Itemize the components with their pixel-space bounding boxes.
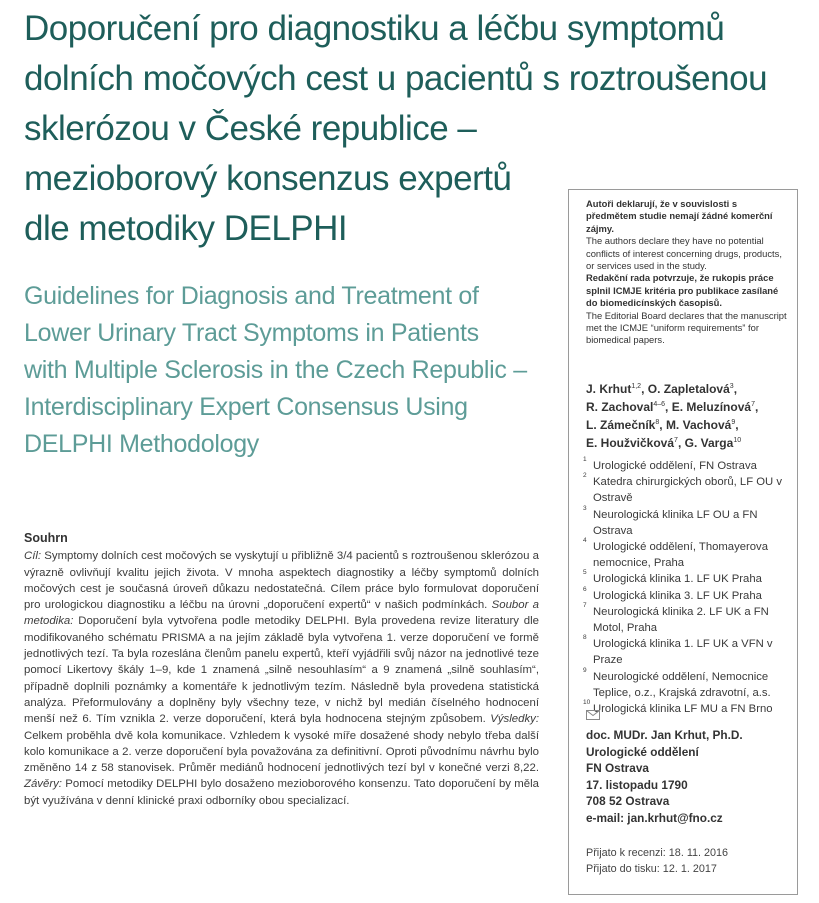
affiliation-text: Urologické oddělení, FN Ostrava	[593, 460, 757, 472]
affiliation-text: Neurologické oddělení, Nemocnice Teplice, o.z., Krajská zdravotní, a.s.	[593, 670, 771, 699]
editorial-statement-cz: Redakční rada potvrzuje, že rukopis práce splnil ICMJE kritéria pro publikace zasílané do biomedicínských časopisů.	[586, 272, 779, 309]
affiliation-item	[583, 539, 798, 571]
aim-text: Symptomy dolních cest močových se vyskytují u přibližně 3/4 pacientů s roztroušenou sklerózou a výrazně ovlivňují kvalitu jejich života. V mnoha aspektech diagnostiky a léčby symptomů dolních močových cest je současná úroveň důkazu nedostatečná. Cílem práce bylo formulovat doporučení pro urologickou diagnostiku a léčbu na úrovni „doporučení expertů“ v našich podmínkách.	[24, 550, 539, 612]
affiliation-number: 3	[583, 504, 587, 512]
author-name: L. Zámečník	[586, 418, 656, 432]
title-line: dle metodiky DELPHI	[24, 209, 348, 248]
conflict-statement-cz: Autoři deklarují, že v souvislosti s předmětem studie nemají žádné komerční zájmy.	[586, 198, 773, 234]
subtitle-line: DELPHI Methodology	[24, 430, 260, 458]
author-affiliation-ref: 7	[674, 437, 678, 444]
contact-name: doc. MUDr. Jan Krhut, Ph.D.	[586, 728, 743, 742]
corresponding-author	[586, 727, 796, 827]
declarations	[586, 198, 790, 347]
contact-street: 17. listopadu 1790	[586, 777, 688, 792]
conclusions-text: Pomocí metodiky DELPHI bylo dosaženo mezioborového konsenzu. Tato doporučení by měla být využívána v denní klinické praxi odborníky obou specializací.	[24, 778, 539, 807]
author-name: M. Vachová	[665, 418, 732, 432]
english-title	[24, 278, 564, 463]
author-name: R. Zachoval	[586, 400, 654, 414]
abstract-heading: Souhrn	[24, 531, 68, 545]
title-line: sklerózou v České republice –	[24, 109, 477, 148]
affiliation-item	[583, 458, 798, 474]
contact-department: Urologické oddělení	[586, 744, 699, 759]
author-affiliation-ref: 1,2	[631, 383, 642, 390]
affiliation-number: 8	[583, 634, 587, 642]
author-name: E. Houžvičková	[586, 436, 675, 450]
affiliation-text: Urologická klinika LF MU a FN Brno	[593, 703, 773, 716]
article-dates	[586, 845, 796, 877]
subtitle-line: Interdisciplinary Expert Consensus Using	[24, 393, 468, 421]
results-label: Výsledky:	[490, 713, 539, 726]
title-line: dolních močových cest u pacientů s roztroušenou	[24, 59, 768, 98]
methods-text: Doporučení byla vytvořena podle metodiky DELPHI. Byla provedena revize literatury dle modifikovaného schématu PRISMA a na jejím základě byla vytvořena 1. verze doporučení ve formě jednotlivých tezí. Ta byla rozeslána členům panelu expertů, kteří vyjádřili svůj názor na jednotlivé teze pomocí Likertovy škály 1–9, kde 1 znamená „silně nesouhlasím“ a 9 znamená „silně souhlasím“, případně doplnili poznámky a komentáře k jednotlivým tezím. Následně byla provedena statistická analýza. Přeformulovány a doplněny byly všechny teze, v nichž byl medián číselného hodnocení menší než 6. Tím vznikla 2. verze doporučení, která byla hodnocena stejným způsobem.	[24, 615, 539, 726]
affiliation-item	[583, 571, 798, 587]
affiliation-item	[583, 666, 798, 701]
editorial-statement-en: The Editorial Board declares that the manuscript met the ICMJE “uniform requirements” for biomedical papers.	[586, 309, 787, 346]
affiliation-text: Urologická klinika 1. LF UK Praha	[593, 573, 762, 586]
affiliation-list	[583, 458, 798, 717]
affiliation-text: Neurologická klinika 2. LF UK a FN Motol, Praha	[593, 605, 769, 635]
affiliation-number: 4	[583, 537, 587, 545]
subtitle-line: with Multiple Sclerosis in the Czech Republic –	[24, 356, 527, 384]
subtitle-line: Lower Urinary Tract Symptoms in Patients	[24, 319, 479, 347]
affiliation-text: Urologická klinika 3. LF UK Praha	[593, 589, 762, 602]
title-line: Doporučení pro diagnostiku a léčbu symptomů	[24, 9, 725, 48]
affiliation-number: 5	[583, 569, 587, 577]
affiliation-text: Katedra chirurgických oborů, LF OU v Ostravě	[593, 476, 782, 505]
affiliation-number: 7	[583, 601, 587, 609]
author-list: J. Krhut$^{1,2}$, O. Zapletalová$^3$, R. Zachoval$^{4-6}$, E. Meluzínová$^7$, L. Zámečník$^8$, M. Vachová$^9$, E. Houžvičková$^7$, G. Varga$^{10}$	[586, 382, 759, 450]
author-affiliation-ref: 7	[751, 401, 755, 408]
author-name: E. Meluzínová	[671, 400, 752, 414]
affiliation-item	[583, 701, 798, 717]
author-affiliation-ref: 3	[729, 383, 734, 390]
affiliation-item	[583, 636, 798, 668]
affiliation-item	[583, 504, 798, 539]
article-info-box	[568, 189, 798, 895]
affiliation-number: 9	[583, 666, 587, 674]
author-name: J. Krhut	[586, 382, 632, 396]
author-affiliation-ref: 10	[733, 437, 742, 444]
contact-city: 708 52 Ostrava	[586, 794, 670, 809]
contact-email: e-mail: jan.krhut@fno.cz	[586, 810, 723, 825]
affiliation-number: 6	[583, 585, 587, 593]
author-name: G. Varga	[684, 436, 734, 450]
methods-label: Soubor a metodika:	[24, 599, 540, 628]
accepted-date: Přijato do tisku: 12. 1. 2017	[586, 863, 717, 875]
author-affiliation-ref: 4–6	[653, 401, 666, 408]
subtitle-line: Guidelines for Diagnosis and Treatment of	[24, 282, 479, 310]
aim-label: Cíl:	[24, 550, 42, 563]
author-affiliation-ref: 9	[731, 419, 736, 426]
affiliation-number: 10	[583, 699, 591, 707]
envelope-icon	[586, 710, 600, 720]
affiliation-item	[583, 601, 798, 636]
affiliation-text: Urologické oddělení, Thomayerova nemocnice, Praha	[593, 541, 768, 570]
affiliation-number: 1	[583, 456, 587, 463]
affiliation-item	[583, 585, 798, 604]
title-line: mezioborový konsenzus expertů	[24, 159, 512, 198]
received-date: Přijato k recenzi: 18. 11. 2016	[586, 847, 729, 859]
affiliation-item	[583, 474, 798, 506]
affiliation-number: 2	[583, 472, 587, 480]
results-text: Celkem proběhla dvě kola komunikace. Vzhledem k vysoké míře dosažené shody nebylo třeba další kolo komunikace a 2. verze doporučení byla považována za definitivní. Oproti původnímu návrhu bylo změněno 14 z 58 stanovisek. Průměr mediánů hodnocení jednotlivých tezí byl v konečné verzi 8,22.	[24, 729, 539, 775]
abstract	[24, 530, 539, 809]
affiliation-text: Neurologická klinika LF OU a FN Ostrava	[593, 508, 758, 537]
conclusions-label: Závěry:	[24, 778, 62, 791]
conflict-statement-en: The authors declare they have no potential conflicts of interest concerning drugs, products, or services used in the study.	[586, 235, 782, 272]
author-affiliation-ref: 8	[655, 419, 660, 426]
author-name: O. Zapletalová	[647, 382, 730, 396]
affiliation-text: Urologická klinika 1. LF UK a VFN v Praze	[593, 638, 773, 667]
contact-hospital: FN Ostrava	[586, 761, 649, 776]
